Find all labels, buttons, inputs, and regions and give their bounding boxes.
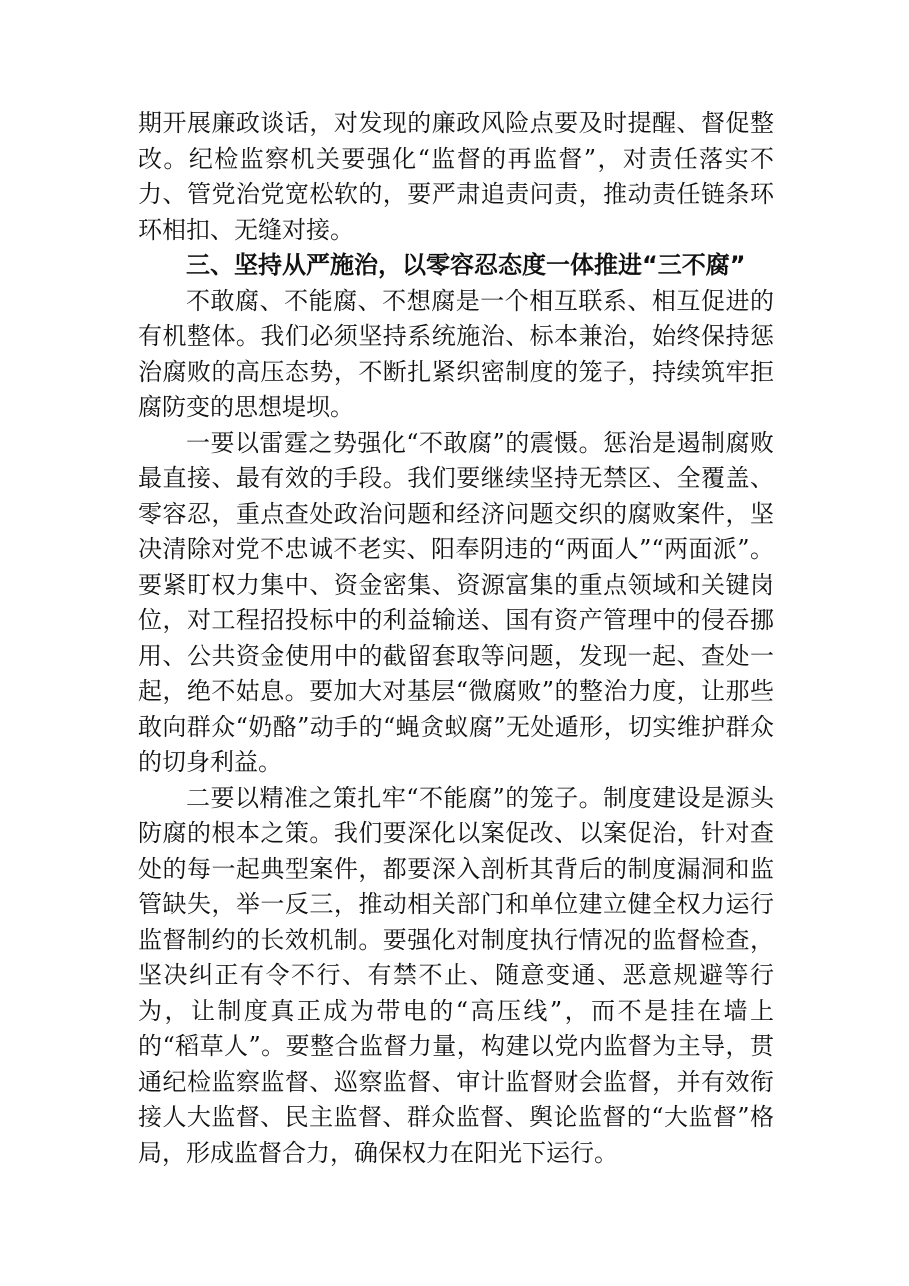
paragraph-continuation: 期开展廉政谈话，对发现的廉政风险点要及时提醒、督促整改。纪检监察机关要强化“监督的再监督”，对责任落实不力、管党治党宽松软的，要严肃追责问责，推动责任链条环环相扣、无缝对接。 <box>138 109 774 244</box>
section-heading: 三、坚持从严施治，以零容忍态度一体推进“三不腐” <box>186 251 746 279</box>
paragraph-intro: 不敢腐、不能腐、不想腐是一个相互联系、相互促进的有机整体。我们必须坚持系统施治、标本兼治，始终保持惩治腐败的高压态势，不断扎紧织密制度的笼子，持续筑牢拒腐防变的思想堤坝。 <box>138 286 774 421</box>
paragraph-point-two: 二要以精准之策扎牢“不能腐”的笼子。制度建设是源头防腐的根本之策。我们要深化以案促改、以案促治，针对查处的每一起典型案件，都要深入剖析其背后的制度漏洞和监管缺失，举一反三，推动相关部门和单位建立健全权力运行监督制约的长效机制。要强化对制度执行情况的监督检查，坚决纠正有令不行、有禁不止、随意变通、恶意规避等行为，让制度真正成为带电的“高压线”，而不是挂在墙上的“稻草人”。要整合监督力量，构建以党内监督为主导，贯通纪检监察监督、巡察监督、审计监督财会监督，并有效衔接人大监督、民主监督、群众监督、舆论监督的“大监督”格局，形成监督合力，确保权力在阳光下运行。 <box>138 783 774 1167</box>
document-body <box>138 106 774 1171</box>
paragraph-point-one: 一要以雷霆之势强化“不敢腐”的震慑。惩治是遏制腐败最直接、最有效的手段。我们要继续坚持无禁区、全覆盖、零容忍，重点查处政治问题和经济问题交织的腐败案件，坚决清除对党不忠诚不老实、阳奉阴违的“两面人”“两面派”。要紧盯权力集中、资金密集、资源富集的重点领域和关键岗位，对工程招投标中的利益输送、国有资产管理中的侵吞挪用、公共资金使用中的截留套取等问题，发现一起、查处一起，绝不姑息。要加大对基层“微腐败”的整治力度，让那些敢向群众“奶酪”动手的“蝇贪蚁腐”无处遁形，切实维护群众的切身利益。 <box>138 428 774 776</box>
